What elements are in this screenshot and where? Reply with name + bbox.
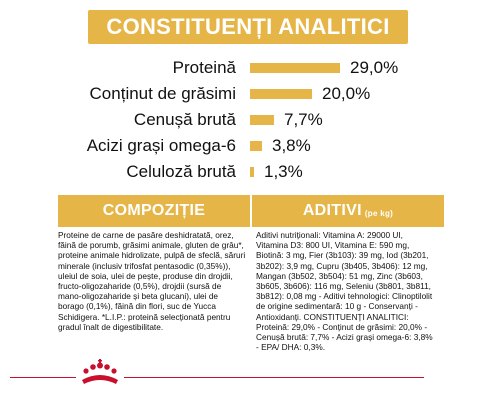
nutrient-row xyxy=(0,56,500,80)
nutrient-label: Conținut de grăsimi xyxy=(89,84,236,103)
nutrient-label: Proteină xyxy=(172,58,236,77)
analytical-constituents-banner xyxy=(88,10,408,44)
nutrient-row xyxy=(0,160,500,184)
composition-banner xyxy=(58,195,250,227)
nutrient-value: 3,8% xyxy=(272,136,311,155)
nutrient-row xyxy=(0,134,500,158)
nutrient-bar xyxy=(250,167,254,177)
royal-canin-crown-icon xyxy=(78,358,122,388)
page-title: CONSTITUENȚI ANALITICI xyxy=(106,14,390,39)
additives-text: Aditivi nutriționali: Vitamina A: 29000 UI, Vitamina D3: 800 UI, Vitamina E: 590 mg, Biotină: 3 mg, Fier (3b103): 39 mg, Iod (3b201, 3b202): 3,9 mg, Cupru (3b405, 3b406): 12 mg, Mangan (3b502, 3b504): 51 mg, Zinc (3b603, 3b605, 3b606): 116 mg, Seleniu (3b801, 3b811, 3b812): 0,08 mg - Aditivi tehnologici: Clinoptilolit de origine sedimentară: 10 g - Conservanți - Antioxidanți. CONSTITUENȚI ANALITICI: Proteină: 29,0% - Conținut de grăsimi: 20,0% - Cenușă brută: 7,7% - Acizi grași omega-6: 3,8% - EPA/ DHA: 0,3%. xyxy=(256,230,433,353)
composition-title: COMPOZIȚIE xyxy=(102,202,206,219)
nutrient-label: Cenușă brută xyxy=(133,110,236,129)
nutrient-bar xyxy=(250,141,262,151)
footer-divider-left xyxy=(10,377,76,378)
nutrient-bar xyxy=(250,63,340,73)
additives-unit: (pe kg) xyxy=(364,208,394,218)
nutrient-value: 1,3% xyxy=(264,162,303,181)
composition-text: Proteine de carne de pasăre deshidratată, orez, făină de porumb, grăsimi animale, gluten de grâu*, proteine animale hidrolizate, pulpă de sfeclă, săruri minerale (inclusiv trifosfat pentasodic (0,35%)), uleiul de soia, ulei de pește, produse din drojdii, fructo-oligozaharide (0,5%), drojdii (sursă de mano-oligozaharide și beta glucani), ulei de borago (0,1%), făină din flori, suc de Yucca Schidigera. *L.I.P.: proteină selecționată pentru gradul înalt de digestibilitate. xyxy=(58,230,246,332)
additives-banner xyxy=(252,195,444,227)
footer-divider-right xyxy=(124,377,424,378)
nutrient-row xyxy=(0,82,500,106)
nutrient-label: Acizi grași omega-6 xyxy=(86,136,236,155)
additives-title: ADITIVI xyxy=(302,202,362,219)
nutrient-bar xyxy=(250,89,312,99)
nutrient-bar xyxy=(250,115,274,125)
nutrient-value: 7,7% xyxy=(284,110,323,129)
nutrient-value: 29,0% xyxy=(350,58,399,77)
nutrient-label: Celuloză brută xyxy=(126,162,236,181)
nutrient-value: 20,0% xyxy=(322,84,371,103)
nutrient-row xyxy=(0,108,500,132)
